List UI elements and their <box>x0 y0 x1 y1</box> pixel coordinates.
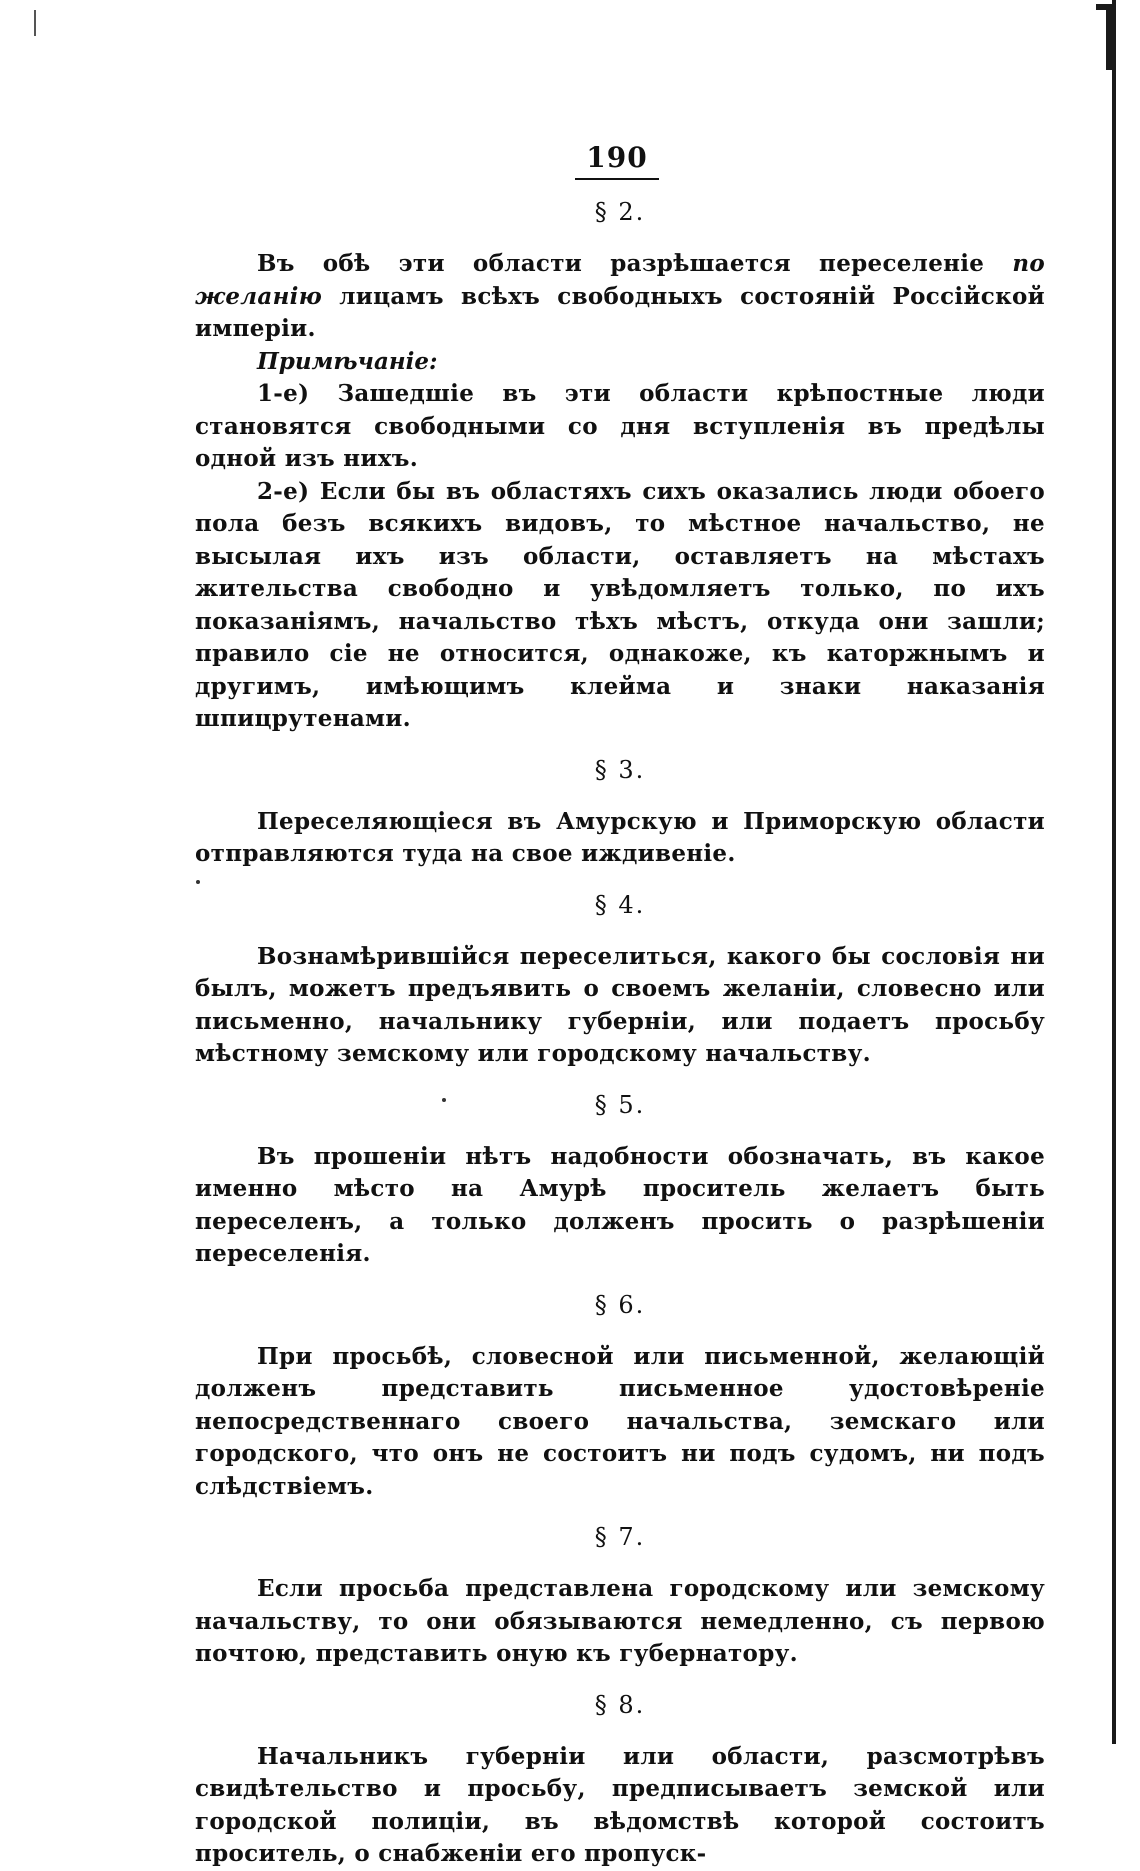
note-item-2: 2-е) Если бы въ областяхъ сихъ оказались люди обоего пола безъ всякихъ видовъ, то мѣстное начальство, не высылая ихъ изъ области, оставляетъ на мѣстахъ жительства свободно и увѣдомляетъ только, по ихъ показаніямъ, начальство тѣхъ мѣстъ, откуда они зашли; правило сіе не относится, однакоже, къ каторжнымъ и другимъ, имѣющимъ клейма и знаки наказанія шпицрутенами. <box>195 477 1045 732</box>
section-mark-3: § 3. <box>594 755 646 784</box>
section-2-paragraph <box>195 248 1045 346</box>
page-number-rule <box>575 178 659 180</box>
note-label: Примѣчаніе: <box>257 347 438 375</box>
section-mark-6: § 6. <box>594 1290 646 1319</box>
section-3-paragraph: Переселяющіеся въ Амурскую и Приморскую области отправляются туда на свое иждивеніе. <box>195 807 1045 867</box>
section-mark-7: § 7. <box>594 1523 646 1551</box>
section-2-text-emphasis: по желанію <box>195 250 1045 310</box>
section-mark-4: § 4. <box>594 890 646 919</box>
scan-edge-right <box>1112 0 1116 1744</box>
section-8-paragraph: Начальникъ губерніи или области, разсмотрѣвъ свидѣтельство и просьбу, предписываетъ земской или городской полиціи, въ вѣдомствѣ которой состоитъ проситель, о снабженіи его пропуск- <box>195 1742 1045 1867</box>
note-item-1: 1-е) Зашедшіе въ эти области крѣпостные люди становятся свободными со дня вступленія въ предѣлы одной изъ нихъ. <box>195 380 1045 472</box>
section-7-paragraph: Если просьба представлена городскому или земскому начальству, то они обязываются немедленно, съ первою почтою, представить оную къ губернатору. <box>195 1575 1045 1667</box>
section-mark-8: § 8. <box>594 1690 646 1719</box>
section-2-text-pre: Въ обѣ эти области разрѣшается переселеніе <box>257 250 1013 277</box>
section-2-text-post: лицамъ всѣхъ свободныхъ состояній Россійской имперіи. <box>195 282 1045 342</box>
section-mark-2: § 2. <box>594 198 646 226</box>
page-number: 190 <box>586 141 648 174</box>
section-6-paragraph: При просьбѣ, словесной или письменной, желающій долженъ представить письменное удостовѣреніе непосредственнаго своего начальства, земскаго или городского, что онъ не состоитъ ни подъ судомъ, ни подъ слѣдствіемъ. <box>195 1342 1045 1500</box>
section-5-paragraph: Въ прошеніи нѣтъ надобности обозначать, въ какое именно мѣсто на Амурѣ проситель желаетъ быть переселенъ, а только долженъ просить о разрѣшеніи переселенія. <box>195 1142 1045 1267</box>
scan-edge-left <box>34 10 36 36</box>
section-mark-5: § 5. <box>594 1090 646 1119</box>
section-4-paragraph: Вознамѣрившійся переселиться, какого бы сословія ни былъ, можетъ предъявить о своемъ желаніи, словесно или письменно, начальнику губерніи, или подаетъ просьбу мѣстному земскому или городскому начальству. <box>195 942 1045 1067</box>
page-content <box>195 140 1045 1871</box>
